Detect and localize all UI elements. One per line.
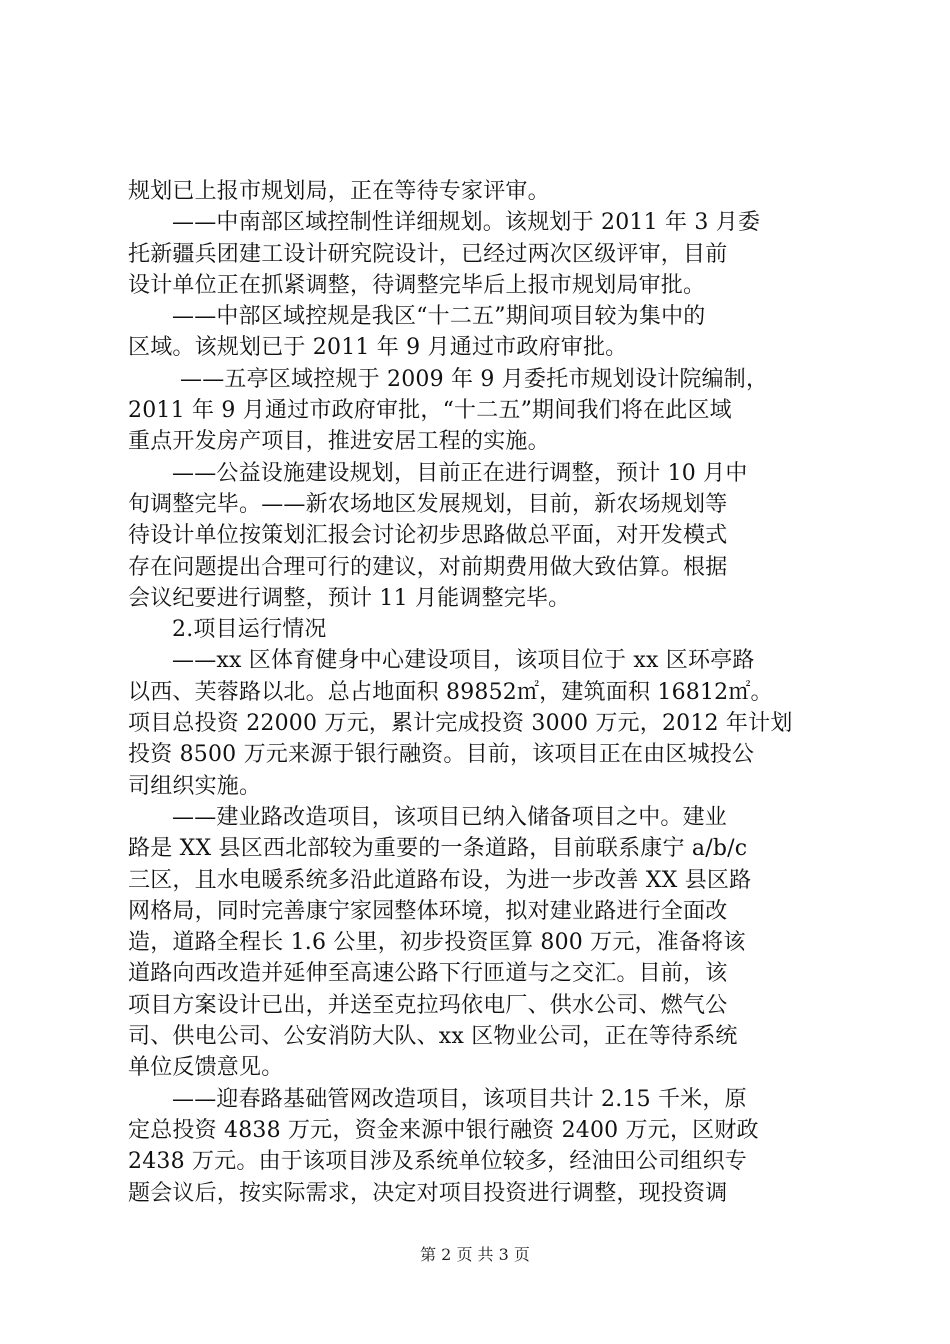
text-line: 三区，且水电暖系统多沿此道路布设，为进一步改善 XX 县区路 (128, 867, 752, 893)
text-line: ——中部区域控规是我区“十二五”期间项目较为集中的 (172, 304, 706, 330)
text-line: 项目方案设计已出，并送至克拉玛依电厂、供水公司、燃气公 (128, 992, 728, 1018)
text-line: 项目总投资 22000 万元，累计完成投资 3000 万元，2012 年计划 (128, 711, 793, 737)
text-line: 定总投资 4838 万元，资金来源中银行融资 2400 万元，区财政 (128, 1117, 759, 1143)
text-line: 区域。该规划已于 2011 年 9 月通过市政府审批。 (128, 335, 628, 361)
text-line: 会议纪要进行调整，预计 11 月能调整完毕。 (128, 585, 571, 611)
text-line: 2011 年 9 月通过市政府审批，“十二五”期间我们将在此区域 (128, 398, 732, 424)
section-heading: 2.项目运行情况 (172, 617, 327, 643)
text-line: 以西、芙蓉路以北。总占地面积 89852㎡，建筑面积 16812㎡。 (128, 679, 773, 705)
text-line: 司组织实施。 (128, 773, 262, 799)
text-line: 重点开发房产项目，推进安居工程的实施。 (128, 429, 550, 455)
text-line: ——中南部区域控制性详细规划。该规划于 2011 年 3 月委 (172, 210, 761, 236)
text-line: 旬调整完毕。——新农场地区发展规划，目前，新农场规划等 (128, 491, 728, 517)
text-line: 待设计单位按策划汇报会讨论初步思路做总平面，对开发模式 (128, 523, 728, 549)
text-line: 设计单位正在抓紧调整，待调整完毕后上报市规划局审批。 (128, 272, 706, 298)
text-line: 司、供电公司、公安消防大队、xx 区物业公司，正在等待系统 (128, 1024, 738, 1050)
text-line: 规划已上报市规划局，正在等待专家评审。 (128, 179, 550, 204)
text-line: ——建业路改造项目，该项目已纳入储备项目之中。建业 (172, 804, 728, 830)
document-body (128, 176, 832, 1209)
page-number-footer: 第 2 页 共 3 页 (420, 1245, 530, 1264)
text-line: 单位反馈意见。 (128, 1055, 284, 1081)
text-line: 造，道路全程长 1.6 公里，初步投资匡算 800 万元，准备将该 (128, 930, 746, 956)
text-line: ——迎春路基础管网改造项目，该项目共计 2.15 千米，原 (172, 1086, 747, 1112)
text-line: ——xx 区体育健身中心建设项目，该项目位于 xx 区环亭路 (172, 648, 755, 674)
text-line: 托新疆兵团建工设计研究院设计，已经过两次区级评审，目前 (128, 241, 728, 267)
text-line: 道路向西改造并延伸至高速公路下行匝道与之交汇。目前，该 (128, 961, 728, 987)
text-line: ——五亭区域控规于 2009 年 9 月委托市规划设计院编制， (180, 366, 769, 392)
text-line: 题会议后，按实际需求，决定对项目投资进行调整，现投资调 (128, 1180, 728, 1206)
text-line: 网格局，同时完善康宁家园整体环境，拟对建业路进行全面改 (128, 898, 728, 924)
text-line: ——公益设施建设规划，目前正在进行调整，预计 10 月中 (172, 460, 748, 486)
text-line: 存在问题提出合理可行的建议，对前期费用做大致估算。根据 (128, 554, 728, 580)
text-line: 投资 8500 万元来源于银行融资。目前，该项目正在由区城投公 (128, 742, 755, 768)
text-line: 2438 万元。由于该项目涉及系统单位较多，经油田公司组织专 (128, 1149, 747, 1175)
text-line: 路是 XX 县区西北部较为重要的一条道路，目前联系康宁 a/b/c (128, 836, 748, 862)
